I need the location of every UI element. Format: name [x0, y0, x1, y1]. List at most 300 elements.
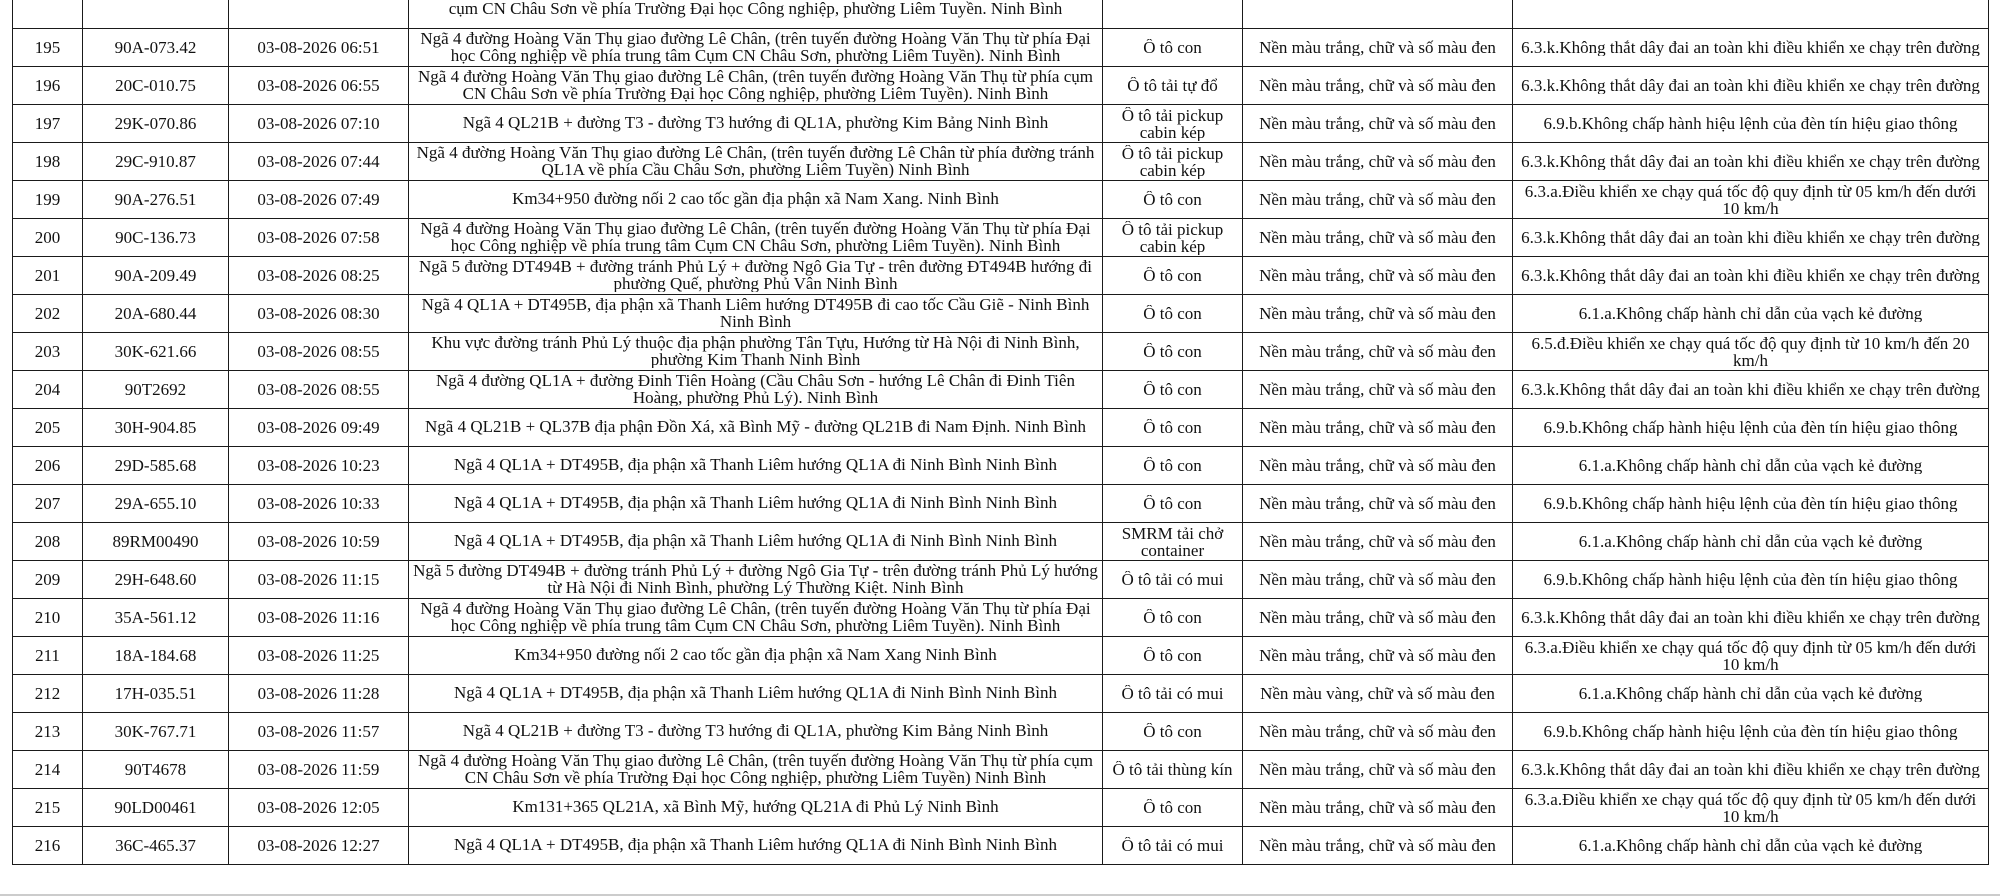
cell-vehicle-type [1103, 333, 1243, 371]
cell-plate-color [1243, 181, 1513, 219]
cell-vehicle-type-text: Ô tô con [1143, 343, 1202, 360]
table-row [13, 371, 1989, 409]
cell-plate-number-text: 30K-767.71 [114, 723, 197, 740]
cell-stt [13, 257, 83, 295]
cell-plate-color [1243, 827, 1513, 865]
cell-stt [13, 637, 83, 675]
cell-plate-color [1243, 485, 1513, 523]
cell-stt-text: 195 [34, 39, 61, 56]
cell-violation-time-text: 03-08-2026 11:15 [257, 571, 380, 588]
cell-plate-number-text: 90LD00461 [114, 799, 197, 816]
cell-violation-time [229, 561, 409, 599]
cell-violation [1513, 523, 1989, 561]
cell-plate-color-text: Nền màu trắng, chữ và số màu đen [1259, 647, 1496, 664]
cell-violation-time [229, 713, 409, 751]
cell-location-text: Ngã 4 đường Hoàng Văn Thụ giao đường Lê Chân, (trên tuyến đường Hoàng Văn Thụ từ phía cụm CN Châu Sơn về phía Trường Đại học Công nghiệp, phường Liêm Tuyền). Ninh Bình [418, 69, 1093, 102]
cell-plate-color-text: Nền màu trắng, chữ và số màu đen [1259, 305, 1496, 322]
cell-location [409, 827, 1103, 865]
cell-stt-text: 207 [34, 495, 61, 512]
cell-violation-time [229, 447, 409, 485]
cell-plate-color [1243, 105, 1513, 143]
cell-plate-color-text: Nền màu trắng, chữ và số màu đen [1259, 419, 1496, 436]
cell-vehicle-type-text: Ô tô con [1143, 381, 1202, 398]
cell-vehicle-type-text: Ô tô tải pickup cabin kép [1121, 220, 1224, 255]
cell-plate-color [1243, 561, 1513, 599]
table-row [13, 713, 1989, 751]
cell-violation-text: 6.9.b.Không chấp hành hiệu lệnh của đèn tín hiệu giao thông [1543, 419, 1958, 436]
cell-violation-time-text: 03-08-2026 08:55 [257, 381, 380, 398]
cell-vehicle-type-text: SMRM tải chở container [1121, 524, 1224, 559]
cell-violation [1513, 143, 1989, 181]
cell-vehicle-type [1103, 0, 1243, 29]
table-row [13, 523, 1989, 561]
cell-location-text: Ngã 4 đường Hoàng Văn Thụ giao đường Lê Chân, (trên tuyến đường Hoàng Văn Thụ từ phía Đại học Công nghiệp về phía trung tâm Cụm CN Châu Sơn, phường Liêm Tuyền). Ninh Bình [420, 31, 1091, 64]
cell-location [409, 789, 1103, 827]
cell-plate-number-text: 90C-136.73 [115, 229, 196, 246]
table-row [13, 219, 1989, 257]
cell-plate-number [83, 371, 229, 409]
cell-plate-number-text: 90T2692 [124, 381, 187, 398]
cell-location-text: Km34+950 đường nối 2 cao tốc gần địa phận xã Nam Xang. Ninh Bình [512, 191, 999, 208]
cell-violation-text: 6.3.k.Không thắt dây đai an toàn khi điều khiển xe chạy trên đường [1521, 761, 1980, 778]
cell-location [409, 181, 1103, 219]
cell-plate-number-text: 29D-585.68 [114, 457, 197, 474]
cell-plate-number-text: 20A-680.44 [114, 305, 197, 322]
cell-stt [13, 409, 83, 447]
cell-vehicle-type [1103, 713, 1243, 751]
cell-plate-number-text: 90A-073.42 [114, 39, 197, 56]
cell-vehicle-type [1103, 599, 1243, 637]
cell-stt [13, 447, 83, 485]
cell-violation [1513, 485, 1989, 523]
cell-vehicle-type-text: Ô tô tải có mui [1121, 837, 1224, 854]
cell-vehicle-type [1103, 751, 1243, 789]
cell-vehicle-type-text: Ô tô con [1143, 723, 1202, 740]
cell-vehicle-type-text: Ô tô con [1143, 39, 1202, 56]
cell-violation-time [229, 67, 409, 105]
cell-plate-color-text: Nền màu trắng, chữ và số màu đen [1259, 799, 1496, 816]
cell-violation-time [229, 333, 409, 371]
cell-plate-number [83, 599, 229, 637]
cell-violation [1513, 789, 1989, 827]
cell-location-text: Ngã 4 đường QL1A + đường Đinh Tiên Hoàng (Cầu Châu Sơn - hướng Lê Chân đi Đinh Tiên Hoàng, phường Phủ Lý). Ninh Bình [436, 373, 1075, 406]
cell-plate-number [83, 827, 229, 865]
cell-violation [1513, 257, 1989, 295]
cell-violation-time [229, 523, 409, 561]
cell-location [409, 105, 1103, 143]
cell-stt [13, 789, 83, 827]
cell-vehicle-type-text: Ô tô tải có mui [1121, 685, 1224, 702]
cell-stt [13, 29, 83, 67]
cell-violation-text: 6.1.a.Không chấp hành chỉ dẫn của vạch kẻ đường [1578, 457, 1923, 474]
cell-plate-color-text: Nền màu trắng, chữ và số màu đen [1259, 761, 1496, 778]
cell-stt [13, 523, 83, 561]
cell-violation-time [229, 29, 409, 67]
cell-location-text: Ngã 4 đường Hoàng Văn Thụ giao đường Lê Chân, (trên tuyến đường Hoàng Văn Thụ từ phía Đại học Công nghiệp về phía trung tâm Cụm CN Châu Sơn, phường Liêm Tuyền). Ninh Bình [420, 601, 1091, 634]
cell-violation-time [229, 751, 409, 789]
cell-plate-color [1243, 143, 1513, 181]
cell-plate-number-text: 30K-621.66 [114, 343, 197, 360]
cell-vehicle-type [1103, 523, 1243, 561]
cell-location-text: Km131+365 QL21A, xã Bình Mỹ, hướng QL21A đi Phủ Lý Ninh Bình [512, 799, 999, 816]
cell-violation-time [229, 295, 409, 333]
table-row [13, 561, 1989, 599]
cell-stt-text: 199 [34, 191, 61, 208]
cell-violation-text: 6.3.a.Điều khiển xe chạy quá tốc độ quy định từ 05 km/h đến dưới 10 km/h [1524, 790, 1977, 825]
cell-location-text: Ngã 4 đường Hoàng Văn Thụ giao đường Lê Chân, (trên tuyến đường Lê Chân từ phía đường tránh QL1A về phía Cầu Châu Sơn, phường Liêm Tuyền) Ninh Bình [416, 145, 1095, 178]
cell-location-text: Ngã 4 đường Hoàng Văn Thụ giao đường Lê Chân, (trên tuyến đường Hoàng Văn Thụ từ phía cụm CN Châu Sơn về phía Trường Đại học Công nghiệp, phường Liêm Tuyền) Ninh Bình [418, 753, 1093, 786]
cell-location-text: cụm CN Châu Sơn về phía Trường Đại học Công nghiệp, phường Liêm Tuyền. Ninh Bình [448, 1, 1063, 18]
cell-violation-time [229, 105, 409, 143]
cell-stt [13, 485, 83, 523]
cell-stt-text: 200 [34, 229, 61, 246]
cell-violation-text: 6.1.a.Không chấp hành chỉ dẫn của vạch kẻ đường [1578, 533, 1923, 550]
cell-plate-number [83, 29, 229, 67]
cell-location [409, 219, 1103, 257]
cell-plate-color-text: Nền màu trắng, chữ và số màu đen [1259, 533, 1496, 550]
cell-location [409, 0, 1103, 29]
cell-location [409, 143, 1103, 181]
cell-location-text: Ngã 4 QL21B + QL37B địa phận Đồn Xá, xã Bình Mỹ - đường QL21B đi Nam Định. Ninh Bình [425, 419, 1086, 436]
cell-plate-number-text: 29A-655.10 [114, 495, 197, 512]
cell-plate-number [83, 181, 229, 219]
cell-stt [13, 371, 83, 409]
cell-location-text: Km34+950 đường nối 2 cao tốc gần địa phận xã Nam Xang Ninh Bình [514, 647, 997, 664]
cell-vehicle-type-text: Ô tô tải pickup cabin kép [1121, 144, 1224, 179]
cell-location-text: Ngã 4 QL1A + DT495B, địa phận xã Thanh Liêm hướng QL1A đi Ninh Bình Ninh Bình [453, 495, 1058, 512]
cell-violation-time [229, 675, 409, 713]
table-row [13, 409, 1989, 447]
cell-violation-text: 6.9.b.Không chấp hành hiệu lệnh của đèn tín hiệu giao thông [1543, 571, 1958, 588]
cell-violation-time [229, 827, 409, 865]
cell-location [409, 295, 1103, 333]
table-row [13, 29, 1989, 67]
cell-vehicle-type [1103, 447, 1243, 485]
cell-violation-time-text: 03-08-2026 07:58 [257, 229, 380, 246]
table-row [13, 295, 1989, 333]
cell-vehicle-type [1103, 675, 1243, 713]
cell-stt-text: 208 [34, 533, 61, 550]
cell-violation [1513, 105, 1989, 143]
cell-location-text: Ngã 5 đường DT494B + đường tránh Phủ Lý + đường Ngô Gia Tự - trên đường ĐT494B hướng đi phường Quế, phường Phủ Vân Ninh Bình [419, 259, 1092, 292]
cell-stt [13, 219, 83, 257]
cell-violation-time-text: 03-08-2026 08:30 [257, 305, 380, 322]
cell-violation [1513, 675, 1989, 713]
cell-plate-color-text: Nền màu trắng, chữ và số màu đen [1259, 837, 1496, 854]
cell-vehicle-type [1103, 181, 1243, 219]
cell-violation-time [229, 0, 409, 29]
table-row [13, 257, 1989, 295]
cell-violation-time-text: 03-08-2026 11:59 [257, 761, 380, 778]
cell-plate-number [83, 713, 229, 751]
cell-stt-text: 203 [34, 343, 61, 360]
cell-stt [13, 713, 83, 751]
cell-plate-color [1243, 599, 1513, 637]
cell-location [409, 637, 1103, 675]
cell-violation-time [229, 181, 409, 219]
cell-vehicle-type [1103, 485, 1243, 523]
cell-violation [1513, 561, 1989, 599]
cell-stt [13, 0, 83, 29]
cell-violation [1513, 219, 1989, 257]
cell-plate-number [83, 143, 229, 181]
cell-location-text: Ngã 4 QL1A + DT495B, địa phận xã Thanh Liêm hướng DT495B đi cao tốc Cầu Giẽ - Ninh Bình Ninh Bình [421, 297, 1090, 330]
cell-violation-text: 6.3.k.Không thắt dây đai an toàn khi điều khiển xe chạy trên đường [1521, 381, 1980, 398]
cell-plate-number-text: 90T4678 [124, 761, 187, 778]
cell-plate-number-text: 89RM00490 [112, 533, 199, 550]
cell-plate-color-text: Nền màu trắng, chữ và số màu đen [1259, 495, 1496, 512]
cell-stt [13, 295, 83, 333]
cell-vehicle-type [1103, 67, 1243, 105]
cell-vehicle-type-text: Ô tô con [1143, 799, 1202, 816]
cell-violation-text: 6.3.a.Điều khiển xe chạy quá tốc độ quy định từ 05 km/h đến dưới 10 km/h [1524, 638, 1977, 673]
cell-stt-text: 205 [34, 419, 61, 436]
table-row [13, 789, 1989, 827]
cell-stt-text: 202 [34, 305, 61, 322]
cell-stt [13, 751, 83, 789]
cell-stt-text: 211 [35, 647, 60, 664]
cell-plate-number [83, 105, 229, 143]
cell-violation-time-text: 03-08-2026 11:57 [257, 723, 380, 740]
table-row [13, 751, 1989, 789]
table-row [13, 827, 1989, 865]
cell-plate-number-text: 17H-035.51 [114, 685, 197, 702]
cell-location [409, 447, 1103, 485]
cell-plate-number [83, 295, 229, 333]
cell-violation [1513, 0, 1989, 29]
cell-violation-text: 6.3.k.Không thắt dây đai an toàn khi điều khiển xe chạy trên đường [1521, 153, 1980, 170]
cell-vehicle-type [1103, 295, 1243, 333]
cell-plate-number-text: 29H-648.60 [114, 571, 197, 588]
cell-violation-time [229, 599, 409, 637]
cell-stt [13, 333, 83, 371]
cell-vehicle-type-text: Ô tô con [1143, 457, 1202, 474]
cell-plate-color [1243, 257, 1513, 295]
cell-violation [1513, 333, 1989, 371]
cell-plate-color-text: Nền màu trắng, chữ và số màu đen [1259, 571, 1496, 588]
cell-plate-color [1243, 789, 1513, 827]
cell-violation [1513, 637, 1989, 675]
cell-plate-color [1243, 29, 1513, 67]
cell-violation-time [229, 257, 409, 295]
cell-plate-number [83, 789, 229, 827]
cell-violation-time-text: 03-08-2026 11:28 [257, 685, 380, 702]
cell-vehicle-type-text: Ô tô con [1143, 495, 1202, 512]
cell-violation [1513, 409, 1989, 447]
cell-vehicle-type [1103, 29, 1243, 67]
cell-stt-text: 210 [34, 609, 61, 626]
cell-violation-time-text: 03-08-2026 10:23 [257, 457, 380, 474]
table-row [13, 67, 1989, 105]
cell-vehicle-type-text: Ô tô con [1143, 191, 1202, 208]
cell-plate-number-text: 30H-904.85 [114, 419, 197, 436]
cell-stt-text: 216 [34, 837, 61, 854]
cell-violation-text: 6.9.b.Không chấp hành hiệu lệnh của đèn tín hiệu giao thông [1543, 723, 1958, 740]
cell-stt [13, 105, 83, 143]
cell-vehicle-type-text: Ô tô con [1143, 647, 1202, 664]
cell-location-text: Ngã 4 QL1A + DT495B, địa phận xã Thanh Liêm hướng QL1A đi Ninh Bình Ninh Bình [453, 685, 1058, 702]
cell-vehicle-type-text: Ô tô con [1143, 609, 1202, 626]
cell-location-text: Ngã 4 QL21B + đường T3 - đường T3 hướng đi QL1A, phường Kim Bảng Ninh Bình [462, 723, 1049, 740]
table-row [13, 333, 1989, 371]
cell-vehicle-type [1103, 219, 1243, 257]
table-row [13, 637, 1989, 675]
cell-violation-time [229, 637, 409, 675]
cell-vehicle-type [1103, 143, 1243, 181]
cell-plate-number [83, 447, 229, 485]
cell-vehicle-type [1103, 409, 1243, 447]
cell-plate-color-text: Nền màu trắng, chữ và số màu đen [1259, 115, 1496, 132]
cell-vehicle-type [1103, 561, 1243, 599]
cell-location [409, 561, 1103, 599]
cell-location [409, 523, 1103, 561]
cell-location [409, 599, 1103, 637]
cell-violation-time-text: 03-08-2026 12:05 [257, 799, 380, 816]
cell-plate-color [1243, 637, 1513, 675]
cell-plate-number-text: 90A-209.49 [114, 267, 197, 284]
cell-violation-text: 6.1.a.Không chấp hành chỉ dẫn của vạch kẻ đường [1578, 837, 1923, 854]
cell-stt-text: 215 [34, 799, 61, 816]
cell-plate-number-text: 36C-465.37 [115, 837, 196, 854]
cell-vehicle-type-text: Ô tô con [1143, 305, 1202, 322]
cell-vehicle-type-text: Ô tô tải có mui [1121, 571, 1224, 588]
cell-location-text: Khu vực đường tránh Phủ Lý thuộc địa phận phường Tân Tựu, Hướng từ Hà Nội đi Ninh Bình, phường Kim Thanh Ninh Bình [431, 335, 1080, 368]
cell-violation [1513, 713, 1989, 751]
cell-vehicle-type [1103, 827, 1243, 865]
cell-plate-color [1243, 295, 1513, 333]
cell-stt-text: 204 [34, 381, 61, 398]
violation-table [12, 0, 1989, 865]
cell-violation-time-text: 03-08-2026 07:49 [257, 191, 380, 208]
cell-violation [1513, 67, 1989, 105]
cell-location [409, 713, 1103, 751]
cell-location [409, 257, 1103, 295]
cell-plate-color [1243, 675, 1513, 713]
cell-plate-number-text: 29K-070.86 [114, 115, 197, 132]
cell-violation [1513, 295, 1989, 333]
cell-plate-color [1243, 219, 1513, 257]
cell-vehicle-type [1103, 637, 1243, 675]
cell-location-text: Ngã 5 đường DT494B + đường tránh Phủ Lý + đường Ngô Gia Tự - trên đường tránh Phủ Lý hướng từ Hà Nội đi Ninh Bình, phường Lý Thường Kiệt. Ninh Bình [413, 563, 1098, 596]
cell-stt-text: 209 [34, 571, 61, 588]
cell-plate-number [83, 0, 229, 29]
cell-violation [1513, 29, 1989, 67]
cell-location [409, 409, 1103, 447]
cell-plate-color-text: Nền màu trắng, chữ và số màu đen [1259, 39, 1496, 56]
cell-violation-time-text: 03-08-2026 08:55 [257, 343, 380, 360]
cell-violation-time-text: 03-08-2026 10:59 [257, 533, 380, 550]
cell-violation-text: 6.3.k.Không thắt dây đai an toàn khi điều khiển xe chạy trên đường [1521, 229, 1980, 246]
cell-violation-time-text: 03-08-2026 06:55 [257, 77, 380, 94]
cell-violation [1513, 827, 1989, 865]
cell-violation-text: 6.9.b.Không chấp hành hiệu lệnh của đèn tín hiệu giao thông [1543, 495, 1958, 512]
cell-plate-color-text: Nền màu trắng, chữ và số màu đen [1259, 723, 1496, 740]
cell-vehicle-type-text: Ô tô tải pickup cabin kép [1121, 106, 1224, 141]
cell-plate-color [1243, 0, 1513, 29]
cell-vehicle-type-text: Ô tô tải tự đổ [1127, 77, 1218, 94]
cell-plate-number [83, 637, 229, 675]
cell-plate-color-text: Nền màu trắng, chữ và số màu đen [1259, 381, 1496, 398]
cell-plate-color [1243, 447, 1513, 485]
cell-plate-color [1243, 371, 1513, 409]
cell-violation-time [229, 789, 409, 827]
cell-location [409, 67, 1103, 105]
cell-violation-time [229, 485, 409, 523]
table-row [13, 181, 1989, 219]
cell-violation-time-text: 03-08-2026 11:25 [257, 647, 380, 664]
cell-violation-text: 6.3.k.Không thắt dây đai an toàn khi điều khiển xe chạy trên đường [1521, 267, 1980, 284]
cell-plate-color [1243, 713, 1513, 751]
cell-plate-color-text: Nền màu vàng, chữ và số màu đen [1260, 685, 1495, 702]
cell-stt [13, 143, 83, 181]
cell-plate-number [83, 257, 229, 295]
cell-violation-time-text: 03-08-2026 07:10 [257, 115, 380, 132]
cell-stt [13, 181, 83, 219]
cell-plate-color-text: Nền màu trắng, chữ và số màu đen [1259, 267, 1496, 284]
cell-vehicle-type-text: Ô tô tải thùng kín [1112, 761, 1233, 778]
cell-location [409, 751, 1103, 789]
cell-plate-number [83, 67, 229, 105]
cell-violation-time [229, 371, 409, 409]
cell-plate-color-text: Nền màu trắng, chữ và số màu đen [1259, 77, 1496, 94]
cell-plate-number-text: 90A-276.51 [114, 191, 197, 208]
cell-violation-time-text: 03-08-2026 10:33 [257, 495, 380, 512]
cell-plate-number [83, 485, 229, 523]
table-row [13, 0, 1989, 29]
cell-plate-color-text: Nền màu trắng, chữ và số màu đen [1259, 191, 1496, 208]
table-row [13, 599, 1989, 637]
cell-violation-text: 6.9.b.Không chấp hành hiệu lệnh của đèn tín hiệu giao thông [1543, 115, 1958, 132]
cell-stt [13, 675, 83, 713]
cell-stt [13, 827, 83, 865]
table-body [13, 0, 1989, 865]
cell-plate-color [1243, 409, 1513, 447]
cell-plate-number [83, 675, 229, 713]
cell-location [409, 675, 1103, 713]
cell-violation-text: 6.3.a.Điều khiển xe chạy quá tốc độ quy định từ 05 km/h đến dưới 10 km/h [1524, 182, 1977, 217]
cell-violation-text: 6.3.k.Không thắt dây đai an toàn khi điều khiển xe chạy trên đường [1521, 609, 1980, 626]
cell-plate-color-text: Nền màu trắng, chữ và số màu đen [1259, 609, 1496, 626]
cell-vehicle-type [1103, 371, 1243, 409]
table-row [13, 675, 1989, 713]
cell-vehicle-type [1103, 105, 1243, 143]
cell-plate-number-text: 29C-910.87 [115, 153, 196, 170]
cell-violation-time-text: 03-08-2026 12:27 [257, 837, 380, 854]
cell-location [409, 485, 1103, 523]
cell-violation-text: 6.5.đ.Điều khiển xe chạy quá tốc độ quy định từ 10 km/h đến 20 km/h [1531, 334, 1970, 369]
cell-plate-color-text: Nền màu trắng, chữ và số màu đen [1259, 229, 1496, 246]
cell-plate-color-text: Nền màu trắng, chữ và số màu đen [1259, 343, 1496, 360]
cell-stt-text: 214 [34, 761, 61, 778]
cell-violation-time-text: 03-08-2026 09:49 [257, 419, 380, 436]
cell-location-text: Ngã 4 đường Hoàng Văn Thụ giao đường Lê Chân, (trên tuyến đường Hoàng Văn Thụ từ phía Đại học Công nghiệp về phía trung tâm Cụm CN Châu Sơn, phường Liêm Tuyền). Ninh Bình [420, 221, 1091, 254]
cell-vehicle-type-text: Ô tô con [1143, 267, 1202, 284]
cell-plate-number-text: 20C-010.75 [115, 77, 196, 94]
table-row [13, 485, 1989, 523]
cell-location [409, 333, 1103, 371]
cell-plate-color-text: Nền màu trắng, chữ và số màu đen [1259, 153, 1496, 170]
cell-stt-text: 196 [34, 77, 61, 94]
cell-violation [1513, 751, 1989, 789]
cell-stt-text: 197 [34, 115, 61, 132]
cell-location [409, 371, 1103, 409]
cell-plate-color [1243, 751, 1513, 789]
cell-plate-number [83, 333, 229, 371]
cell-violation-time [229, 219, 409, 257]
cell-violation-text: 6.3.k.Không thắt dây đai an toàn khi điều khiển xe chạy trên đường [1521, 77, 1980, 94]
cell-violation [1513, 447, 1989, 485]
cell-violation [1513, 371, 1989, 409]
